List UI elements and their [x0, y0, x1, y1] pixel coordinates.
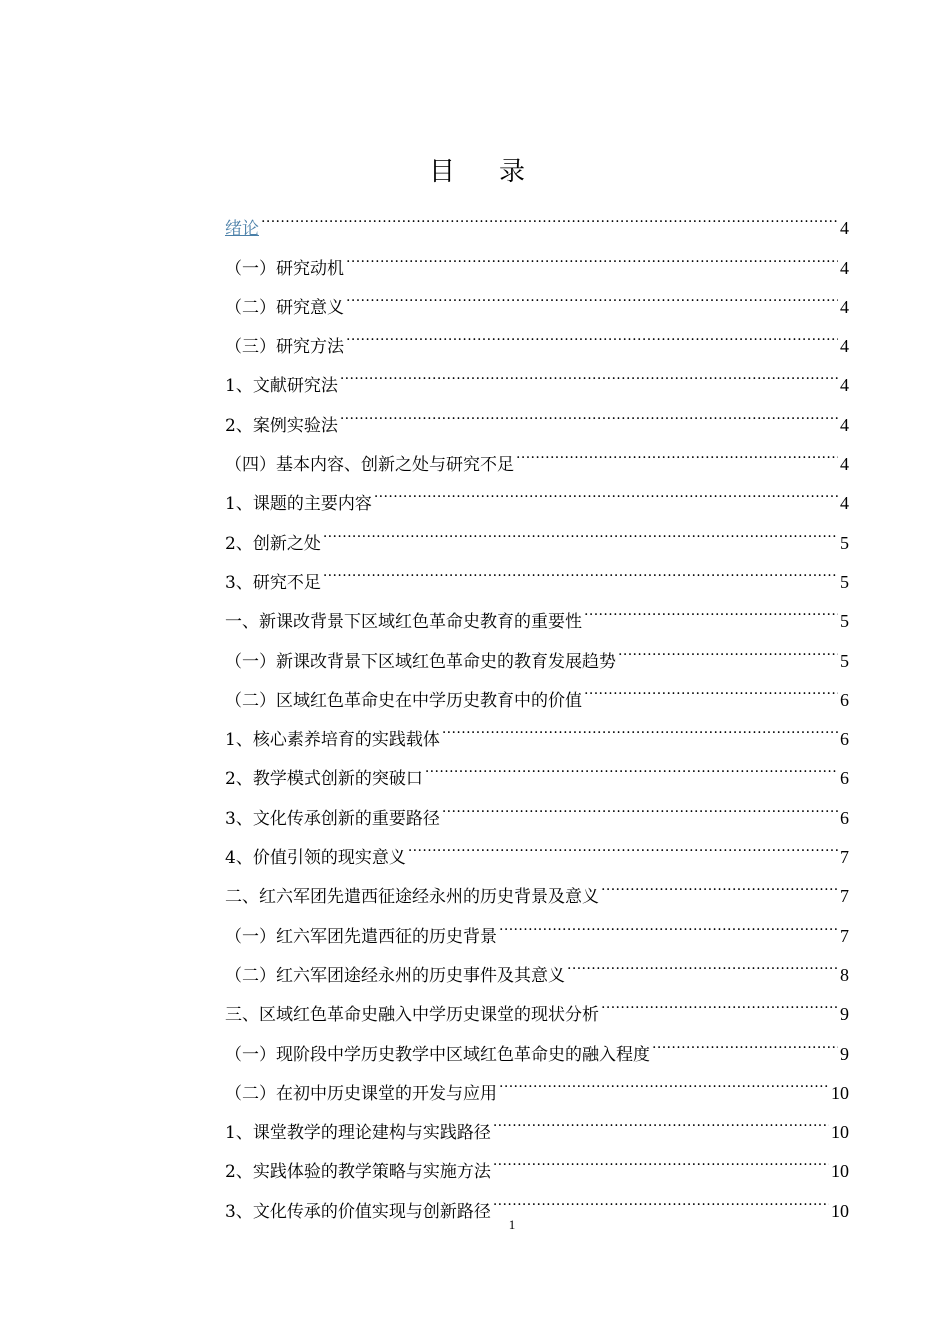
- toc-entry-label: （二）红六军团途经永州的历史事件及其意义: [225, 965, 565, 986]
- toc-entry-label: （四）基本内容、创新之处与研究不足: [225, 455, 514, 476]
- toc-leader-dots: [261, 195, 838, 234]
- toc-leader-dots: [493, 1099, 829, 1138]
- toc-entry-label: 1、核心素养培育的实践载体: [225, 730, 440, 751]
- toc-entry-page: 10: [831, 1161, 849, 1182]
- toc-entry-page: 6: [840, 729, 849, 750]
- toc-entry-page: 7: [840, 925, 849, 946]
- toc-leader-dots: [340, 352, 838, 391]
- toc-leader-dots: [323, 549, 838, 588]
- toc-entry-label: 2、实践体验的教学策略与实施方法: [225, 1162, 491, 1183]
- toc-leader-dots: [442, 706, 838, 745]
- toc-entry-label: （二）区域红色革命史在中学历史教育中的价值: [225, 690, 582, 711]
- toc-entry-page: 5: [840, 571, 849, 592]
- toc-leader-dots: [601, 981, 838, 1020]
- toc-leader-dots: [601, 863, 838, 902]
- toc-entry-label: （一）新课改背景下区域红色革命史的教育发展趋势: [225, 651, 616, 672]
- toc-leader-dots: [567, 942, 838, 981]
- toc-leader-dots: [442, 784, 838, 823]
- toc-entry-page: 5: [840, 611, 849, 632]
- toc-leader-dots: [425, 745, 838, 784]
- toc-entry-label: 3、研究不足: [225, 572, 321, 593]
- toc-leader-dots: [346, 274, 838, 313]
- toc-entry-label: （一）研究动机: [225, 258, 344, 279]
- toc-entry-label: 二、红六军团先遣西征途经永州的历史背景及意义: [225, 887, 599, 908]
- toc-leader-dots: [346, 234, 838, 273]
- toc-entry-page: 6: [840, 768, 849, 789]
- toc-entry-page: 7: [840, 886, 849, 907]
- toc-leader-dots: [408, 824, 838, 863]
- toc-entry-page: 10: [831, 1122, 849, 1143]
- toc-entry-page: 9: [840, 1004, 849, 1025]
- toc-leader-dots: [584, 588, 838, 627]
- toc-entry-page: 4: [840, 375, 849, 396]
- toc-entry-label: 1、课堂教学的理论建构与实践路径: [225, 1123, 491, 1144]
- toc-entry-page: 10: [831, 1082, 849, 1103]
- toc-entry-page: 6: [840, 807, 849, 828]
- toc-entry-page: 5: [840, 532, 849, 553]
- toc-entry-page: 6: [840, 689, 849, 710]
- table-of-contents: [225, 195, 849, 1222]
- toc-leader-dots: [584, 667, 838, 706]
- toc-entry-page: 7: [840, 847, 849, 868]
- toc-entry-label: 4、价值引领的现实意义: [225, 848, 406, 869]
- toc-entry-page: 4: [840, 414, 849, 435]
- toc-entry-label: 一、新课改背景下区域红色革命史教育的重要性: [225, 612, 582, 633]
- toc-entry-label: 三、区域红色革命史融入中学历史课堂的现状分析: [225, 1005, 599, 1026]
- toc-leader-dots: [499, 902, 838, 941]
- toc-entry-page: 4: [840, 336, 849, 357]
- toc-entry-page: 10: [831, 1200, 849, 1221]
- toc-entry-label: （三）研究方法: [225, 337, 344, 358]
- toc-leader-dots: [516, 431, 838, 470]
- toc-entry-label: （一）现阶段中学历史教学中区域红色革命史的融入程度: [225, 1044, 650, 1065]
- toc-leader-dots: [618, 627, 838, 666]
- toc-entry-page: 4: [840, 493, 849, 514]
- toc-entry-page: 4: [840, 218, 849, 239]
- toc-leader-dots: [493, 1138, 829, 1177]
- toc-entry-label: 1、文献研究法: [225, 376, 338, 397]
- toc-entry[interactable]: [225, 234, 849, 279]
- toc-entry-label: 3、文化传承的价值实现与创新路径: [225, 1201, 491, 1222]
- toc-leader-dots: [340, 391, 838, 430]
- toc-entry-page: 5: [840, 650, 849, 671]
- page-number: 1: [508, 1217, 516, 1232]
- toc-leader-dots: [493, 1177, 829, 1216]
- toc-entry-label: （二）研究意义: [225, 297, 344, 318]
- toc-leader-dots: [346, 313, 838, 352]
- toc-entry-label: 3、文化传承创新的重要路径: [225, 808, 440, 829]
- toc-entry-page: 4: [840, 257, 849, 278]
- toc-entry[interactable]: [225, 195, 849, 240]
- toc-entry-page: 4: [840, 454, 849, 475]
- toc-entry-page: 8: [840, 964, 849, 985]
- toc-entry-label: （二）在初中历史课堂的开发与应用: [225, 1083, 497, 1104]
- toc-entry-label: 2、创新之处: [225, 533, 321, 554]
- toc-entry-page: 9: [840, 1043, 849, 1064]
- toc-entry-label[interactable]: 绪论: [225, 219, 259, 240]
- toc-title: 目录: [428, 157, 569, 187]
- toc-leader-dots: [374, 470, 838, 509]
- toc-entry-label: （一）红六军团先遣西征的历史背景: [225, 926, 497, 947]
- toc-entry-page: 4: [840, 296, 849, 317]
- toc-leader-dots: [652, 1020, 838, 1059]
- toc-leader-dots: [499, 1060, 829, 1099]
- toc-entry-label: 2、案例实验法: [225, 415, 338, 436]
- toc-entry-label: 1、课题的主要内容: [225, 494, 372, 515]
- toc-entry-label: 2、教学模式创新的突破口: [225, 769, 423, 790]
- toc-leader-dots: [323, 509, 838, 548]
